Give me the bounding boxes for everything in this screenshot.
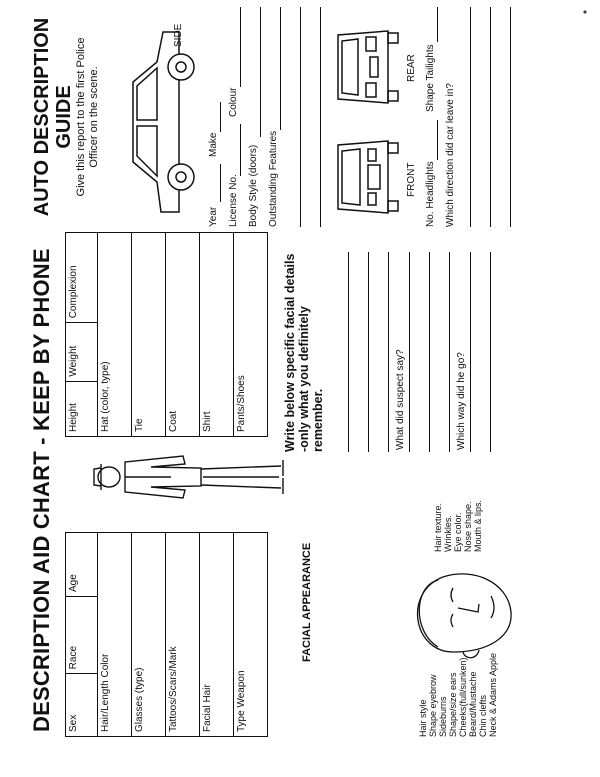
auto-guide-header <box>31 2 101 232</box>
facial-line-3[interactable] <box>388 252 389 452</box>
header-complexion: Complexion <box>66 233 98 323</box>
row-facial-hair[interactable]: Facial Hair <box>200 533 234 737</box>
car-front-icon <box>328 137 403 217</box>
direction-label: Which direction did car leave in? <box>445 83 456 227</box>
license-line[interactable] <box>240 124 241 176</box>
row-hat[interactable]: Hat (color, type) <box>98 233 132 437</box>
label-eyebrow: Shape eyebrow <box>428 674 438 737</box>
make-label: Make <box>208 132 219 157</box>
auto-guide-subtitle-line2: Officer on the scene. <box>88 66 100 168</box>
label-wrinkles: Wrinkles. <box>443 515 453 552</box>
rear-label: REAR <box>406 54 417 82</box>
label-neck: Neck & Adams Apple <box>488 652 498 737</box>
direction-line-1[interactable] <box>470 7 471 227</box>
taillights-line[interactable] <box>437 7 438 42</box>
headlights-label: No. Headlights <box>425 161 436 227</box>
car-rear-icon <box>328 27 403 107</box>
question-suspect-said: What did suspect say? <box>395 349 406 450</box>
year-line[interactable] <box>220 164 221 202</box>
facial-instructions: Write below specific facial details -only what you definitely remember. <box>283 253 325 452</box>
auto-guide-subtitle-line1: Give this report to the first Police <box>75 37 87 197</box>
face-labels-right <box>433 462 483 552</box>
person-feature-rows <box>97 532 268 737</box>
said-line-1[interactable] <box>409 252 410 452</box>
header-race: Race <box>66 597 98 674</box>
said-line-3[interactable] <box>449 252 450 452</box>
way-line-1[interactable] <box>470 252 471 452</box>
auto-guide-title-line1: AUTO DESCRIPTION <box>31 17 53 217</box>
outstanding-line-1[interactable] <box>280 7 281 130</box>
row-glasses[interactable]: Glasses (type) <box>132 533 166 737</box>
header-sex: Sex <box>66 674 98 737</box>
body-style-line[interactable] <box>260 7 261 137</box>
facial-appearance-title: FACIAL APPEARANCE <box>301 542 313 662</box>
outstanding-line-3[interactable] <box>320 7 321 227</box>
facial-line-2[interactable] <box>368 252 369 452</box>
way-line-2[interactable] <box>490 252 491 452</box>
direction-line-2[interactable] <box>490 7 491 227</box>
row-shirt[interactable]: Shirt <box>200 233 234 437</box>
label-hair-texture: Hair texture. <box>433 502 443 552</box>
outstanding-label: Outstanding Features <box>268 130 279 227</box>
face-labels-left <box>418 647 498 737</box>
facial-line-1[interactable] <box>348 252 349 452</box>
header-age: Age <box>66 533 98 597</box>
year-label: Year <box>208 206 219 227</box>
license-label: License No. <box>228 174 239 227</box>
body-header-table <box>65 232 98 437</box>
front-label: FRONT <box>406 162 417 197</box>
label-mouth: Mouth & lips. <box>473 499 483 552</box>
label-nose: Nose shape. <box>463 501 473 552</box>
question-which-way: Which way did he go? <box>456 352 467 450</box>
car-side-icon <box>121 22 201 222</box>
body-style-label: Body Style (doors) <box>248 144 259 227</box>
row-tattoos[interactable]: Tattoos/Scars/Mark <box>166 533 200 737</box>
taillights-label: Shape Tailights <box>425 44 436 112</box>
label-sideburns: Sideburns <box>438 696 448 737</box>
description-chart-title: DESCRIPTION AID CHART - KEEP BY PHONE <box>29 248 54 732</box>
standing-person-figure <box>91 442 291 512</box>
outstanding-line-2[interactable] <box>300 7 301 227</box>
row-weapon[interactable]: Type Weapon <box>234 533 268 737</box>
said-line-2[interactable] <box>429 252 430 452</box>
row-pants[interactable]: Pants/Shoes <box>234 233 268 437</box>
row-hair[interactable]: Hair/Length Color <box>98 533 132 737</box>
row-tie[interactable]: Tie <box>132 233 166 437</box>
person-features-table <box>65 532 98 737</box>
label-ears: Shape/size ears <box>448 672 458 737</box>
make-line[interactable] <box>220 102 221 132</box>
label-chin: Chin clefts <box>478 694 488 737</box>
row-coat[interactable]: Coat <box>166 233 200 437</box>
clothing-rows <box>97 232 268 437</box>
label-eye-color: Eye color. <box>453 512 463 552</box>
label-cheeks: Cheeks(full/sunken) <box>458 657 468 737</box>
header-weight: Weight <box>66 323 98 381</box>
side-label: SIDE <box>173 23 184 47</box>
direction-line-3[interactable] <box>510 7 511 227</box>
colour-label: Colour <box>228 87 239 117</box>
header-height: Height <box>66 381 98 436</box>
auto-guide-title-line2: GUIDE <box>53 85 75 149</box>
label-hair-style: Hair style <box>418 699 428 737</box>
colour-line[interactable] <box>240 7 241 87</box>
rotated-form-sheet <box>23 2 578 742</box>
label-beard: Beard/Mustache <box>468 671 478 737</box>
headlights-line[interactable] <box>437 120 438 160</box>
